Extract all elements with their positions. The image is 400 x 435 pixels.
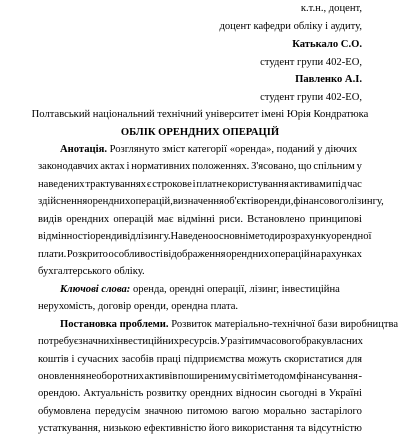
keywords-text: оренда, орендні операції, лізинг, інвестиційна — [132, 284, 340, 295]
word: розрахунку — [280, 231, 332, 242]
word: рахунках — [321, 249, 362, 260]
word: устаткування, — [38, 423, 101, 434]
word: розвитку — [146, 388, 187, 399]
word: особливості — [108, 249, 163, 260]
word: визначення — [172, 196, 224, 207]
word: морально — [263, 406, 307, 417]
word: світі — [237, 371, 258, 382]
word: відсутністю — [308, 423, 362, 434]
word: оренди, — [258, 196, 294, 207]
word: потребує — [38, 336, 79, 347]
word: строкове — [152, 179, 192, 190]
keywords-line: нерухомість, договір оренди, орендна плата. — [38, 301, 239, 312]
abstract-text: Розглянуто зміст категорії «оренда», поданий у діючих — [109, 144, 358, 155]
word: Україні — [328, 388, 362, 399]
university-name: Полтавський національний технічний університет імені Юрія Кондратюка — [31, 109, 369, 120]
word: наведених — [38, 179, 85, 190]
word: трактуваннях — [85, 179, 147, 190]
keywords-line — [60, 283, 362, 296]
problem-line — [38, 370, 362, 383]
word: має — [157, 214, 174, 225]
word: принципові — [309, 214, 362, 225]
author-name-2: Павленко А.І. — [295, 74, 362, 85]
word: для — [346, 354, 362, 365]
author-position: доцент кафедри обліку і аудиту, — [219, 21, 362, 32]
word: значних — [78, 336, 115, 347]
abstract-label: Анотація. — [60, 144, 107, 155]
word: сьогодні — [279, 388, 318, 399]
word: оренди — [90, 231, 123, 242]
word: методом — [257, 371, 296, 382]
problem-first-line — [60, 318, 399, 331]
word: вагою — [232, 406, 259, 417]
article-title: ОБЛІК ОРЕНДНИХ ОПЕРАЦІЙ — [120, 127, 280, 138]
author-degree: к.т.н., доцент, — [300, 3, 362, 14]
author-name-1: Катькало С.О. — [292, 39, 362, 50]
word: У — [219, 336, 228, 347]
word: Актуальність — [83, 388, 144, 399]
word: та — [296, 423, 306, 434]
word: платне — [196, 179, 227, 190]
word: і — [192, 179, 196, 190]
word: лізингу, — [348, 196, 384, 207]
word: риси. — [218, 214, 243, 225]
problem-line — [38, 405, 362, 418]
word: орендою. — [38, 388, 81, 399]
word: браку — [300, 336, 327, 347]
word: під — [332, 179, 347, 190]
word: - — [358, 371, 362, 382]
word: можуть — [247, 354, 282, 365]
word: засобів — [121, 354, 154, 365]
word: орендних — [189, 388, 233, 399]
word: застарілого — [310, 406, 362, 417]
word: є — [146, 179, 152, 190]
word: орендних — [87, 196, 131, 207]
word: відмінні — [177, 214, 215, 225]
word: обумовлена — [38, 406, 91, 417]
word: і — [126, 161, 130, 172]
word: відмінності — [38, 231, 91, 242]
problem-line — [38, 387, 362, 400]
word: низькою — [103, 423, 142, 434]
abstract-line — [38, 230, 372, 243]
word: від — [122, 231, 136, 242]
abstract-line — [38, 160, 362, 173]
word: З'ясовано, — [251, 161, 297, 172]
word: тимчасового — [244, 336, 301, 347]
word: видів — [38, 214, 63, 225]
word: у — [356, 161, 362, 172]
word: об'єктів — [223, 196, 259, 207]
problem-line — [38, 353, 362, 366]
word: необоротних — [85, 371, 144, 382]
word: активів — [144, 371, 178, 382]
problem-text: Розвиток матеріально-технічної бази виробництва — [171, 319, 399, 330]
word: ефективністю — [143, 423, 207, 434]
word: орендних — [226, 249, 270, 260]
word: користування — [227, 179, 289, 190]
word: актах — [100, 161, 125, 172]
abstract-line — [38, 213, 362, 226]
word: на — [310, 249, 321, 260]
word: лізингу. — [135, 231, 171, 242]
word: праці — [156, 354, 181, 365]
word: Встановлено — [247, 214, 306, 225]
word: що — [298, 161, 312, 172]
word: методи — [248, 231, 281, 242]
word: операцій — [113, 214, 154, 225]
abstract-first-line — [60, 143, 362, 156]
word: операцій, — [130, 196, 173, 207]
word: значною — [144, 406, 183, 417]
word: відображення — [163, 249, 226, 260]
word: у — [231, 371, 237, 382]
word: здійснення — [38, 196, 88, 207]
word: в — [320, 388, 326, 399]
author-role-1: студент групи 402-ЕО, — [260, 57, 362, 68]
abstract-line — [38, 248, 362, 261]
abstract-line: бухгалтерського обліку. — [38, 266, 145, 277]
word: активами — [289, 179, 332, 190]
word: нормативних — [131, 161, 191, 172]
word: використання — [231, 423, 294, 434]
word: сучасних — [77, 354, 119, 365]
word: фінансування — [296, 371, 358, 382]
word: інвестиційних — [114, 336, 179, 347]
word: законодавчих — [38, 161, 99, 172]
word: власних — [326, 336, 363, 347]
word: фінансового — [293, 196, 349, 207]
word: плати. — [38, 249, 67, 260]
word: основні — [213, 231, 249, 242]
word: разі — [227, 336, 245, 347]
word: орендних — [66, 214, 110, 225]
word: і — [71, 354, 75, 365]
word: його — [208, 423, 230, 434]
problem-line — [38, 335, 362, 348]
word: Наведено — [170, 231, 214, 242]
word: передусім — [94, 406, 141, 417]
word: скористатися — [284, 354, 344, 365]
word: оновлення — [38, 371, 86, 382]
word: Розкрито — [66, 249, 108, 260]
word: поширеним — [177, 371, 231, 382]
word: питомою — [187, 406, 228, 417]
word: орендної — [331, 231, 372, 242]
word: операцій — [269, 249, 310, 260]
abstract-line — [38, 178, 362, 191]
keywords-label: Ключові слова: — [60, 284, 131, 295]
problem-label: Постановка проблеми. — [60, 319, 169, 330]
word: відносин — [235, 388, 277, 399]
abstract-line — [38, 195, 384, 208]
problem-line — [38, 422, 362, 435]
word: спільним — [313, 161, 355, 172]
word: підприємства — [183, 354, 245, 365]
word: коштів — [38, 354, 69, 365]
word: положеннях. — [192, 161, 250, 172]
word: ресурсів. — [178, 336, 220, 347]
author-role-2: студент групи 402-ЕО, — [260, 92, 362, 103]
word: час — [347, 179, 362, 190]
